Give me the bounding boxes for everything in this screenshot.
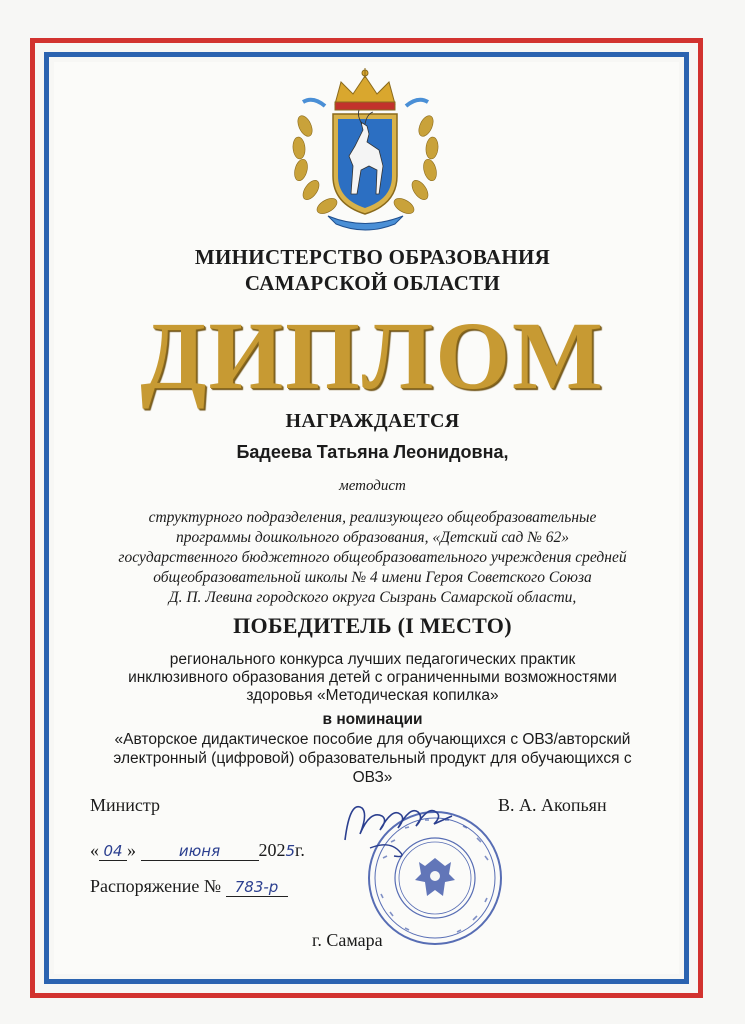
date-year-suffix: г. bbox=[295, 840, 305, 860]
award-date bbox=[90, 840, 305, 861]
recipient-position: методист bbox=[339, 478, 406, 494]
minister-label: Министр bbox=[90, 795, 160, 815]
date-month: июня bbox=[141, 842, 259, 861]
organization-line: государственного бюджетного общеобразовательного учреждения средней bbox=[118, 549, 627, 566]
order-line bbox=[90, 876, 288, 897]
order-label: Распоряжение № bbox=[90, 876, 222, 896]
date-year-digit: 5 bbox=[285, 842, 296, 860]
organization-line: Д. П. Левина городского округа Сызрань Самарской области, bbox=[168, 589, 577, 606]
nomination-line: электронный (цифровой) образовательный продукт для обучающихся с bbox=[113, 750, 632, 767]
ministry-name-line-2: САМАРСКОЙ ОБЛАСТИ bbox=[244, 271, 501, 295]
diploma-title: ДИПЛОМ bbox=[140, 302, 605, 409]
recipient-organization bbox=[60, 508, 685, 608]
nomination-label: в номинации bbox=[322, 711, 423, 728]
minister-signature bbox=[340, 790, 460, 860]
awarded-label: НАГРАЖДАЕТСЯ bbox=[285, 410, 460, 432]
nomination-line: «Авторское дидактическое пособие для обучающихся с ОВЗ/авторский bbox=[114, 731, 631, 748]
date-open-quote: « bbox=[90, 840, 99, 860]
organization-line: программы дошкольного образования, «Детский сад № 62» bbox=[175, 529, 570, 546]
result-title: ПОБЕДИТЕЛЬ (I МЕСТО) bbox=[233, 613, 512, 638]
organization-line: структурного подразделения, реализующего общеобразовательные bbox=[148, 509, 597, 526]
organization-line: общеобразовательной школы № 4 имени Героя Советского Союза bbox=[153, 569, 592, 586]
recipient-name: Бадеева Татьяна Леонидовна, bbox=[236, 442, 509, 462]
date-day: 04 bbox=[99, 842, 127, 861]
nomination-title bbox=[60, 730, 685, 787]
ministry-name-line-1: МИНИСТЕРСТВО ОБРАЗОВАНИЯ bbox=[194, 245, 551, 269]
samara-coat-of-arms-emblem bbox=[283, 66, 448, 231]
date-close-quote: » bbox=[127, 840, 136, 860]
contest-description bbox=[60, 651, 685, 705]
contest-line: здоровья «Методическая копилка» bbox=[246, 687, 499, 704]
city: г. Самара bbox=[312, 930, 383, 950]
minister-name: В. А. Акопьян bbox=[498, 795, 607, 815]
order-number: 783-р bbox=[226, 878, 288, 897]
contest-line: инклюзивного образования детей с ограниченными возможностями bbox=[128, 669, 617, 686]
nomination-line: ОВЗ» bbox=[352, 769, 393, 786]
date-year-prefix: 202 bbox=[258, 840, 286, 860]
contest-line: регионального конкурса лучших педагогических практик bbox=[169, 651, 576, 668]
